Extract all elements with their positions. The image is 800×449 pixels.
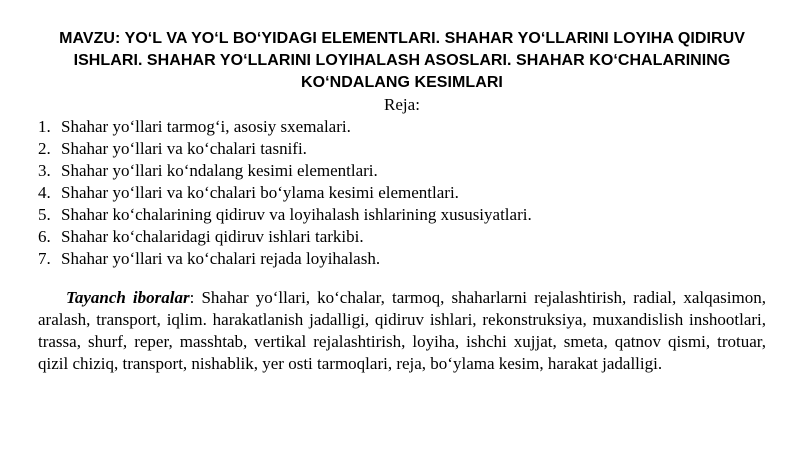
plan-item-text: Shahar yo‘llari tarmog‘i, asosiy sxemalari. [61, 117, 351, 136]
keywords-label: Tayanch iboralar [66, 288, 190, 307]
plan-item-text: Shahar yo‘llari ko‘ndalang kesimi elementlari. [61, 161, 378, 180]
plan-item [38, 160, 766, 182]
plan-item-number: 3. [38, 161, 51, 180]
plan-heading: Reja: [384, 95, 420, 114]
plan-item-text: Shahar yo‘llari va ko‘chalari rejada loyihalash. [61, 249, 381, 268]
keywords-paragraph [38, 287, 766, 375]
paragraph-spacer [38, 270, 766, 287]
plan-item [38, 182, 766, 204]
plan-item [38, 116, 766, 138]
keywords-text: : Shahar yo‘llari, ko‘chalar, tarmoq, shaharlarni rejalashtirish, radial, xalqasimon, aralash, transport, iqlim. harakatlanish jadalligi, qidiruv ishlari, rekonstruksiya, muxandislish inshootlari, trassa, shurf, reper, masshtab, vertikal rejalashtirish, loyiha, ishchi xujjat, smeta, qatnov qismi, trotuar, qizil chiziq, transport, nishablik, yer osti tarmoqlari, reja, bo‘ylama kesim, harakat jadalligi. [38, 288, 766, 373]
plan-item-number: 4. [38, 183, 51, 202]
document-page [38, 28, 766, 375]
plan-item-number: 2. [38, 139, 51, 158]
plan-item [38, 248, 766, 270]
plan-item-number: 1. [38, 117, 51, 136]
plan-item [38, 204, 766, 226]
plan-item-number: 7. [38, 249, 51, 268]
plan-item-text: Shahar yo‘llari va ko‘chalari tasnifi. [61, 139, 307, 158]
plan-list [38, 116, 766, 270]
plan-item-number: 5. [38, 205, 51, 224]
plan-item-text: Shahar ko‘chalaridagi qidiruv ishlari tarkibi. [61, 227, 364, 246]
plan-item-text: Shahar yo‘llari va ko‘chalari bo‘ylama kesimi elementlari. [61, 183, 459, 202]
plan-item-text: Shahar ko‘chalarining qidiruv va loyihalash ishlarining xususiyatlari. [61, 205, 532, 224]
plan-item [38, 226, 766, 248]
plan-item [38, 138, 766, 160]
page-title: MAVZU: YO‘L VA YO‘L BO‘YIDAGI ELEMENTLARI. SHAHAR YO‘LLARINI LOYIHA QIDIRUV ISHLARI. SHAHAR YO‘LLARINI LOYIHALASH ASOSLARI. SHAHAR KO‘CHALARINING KO‘NDALANG KESIMLARI [59, 30, 745, 91]
plan-item-number: 6. [38, 227, 51, 246]
